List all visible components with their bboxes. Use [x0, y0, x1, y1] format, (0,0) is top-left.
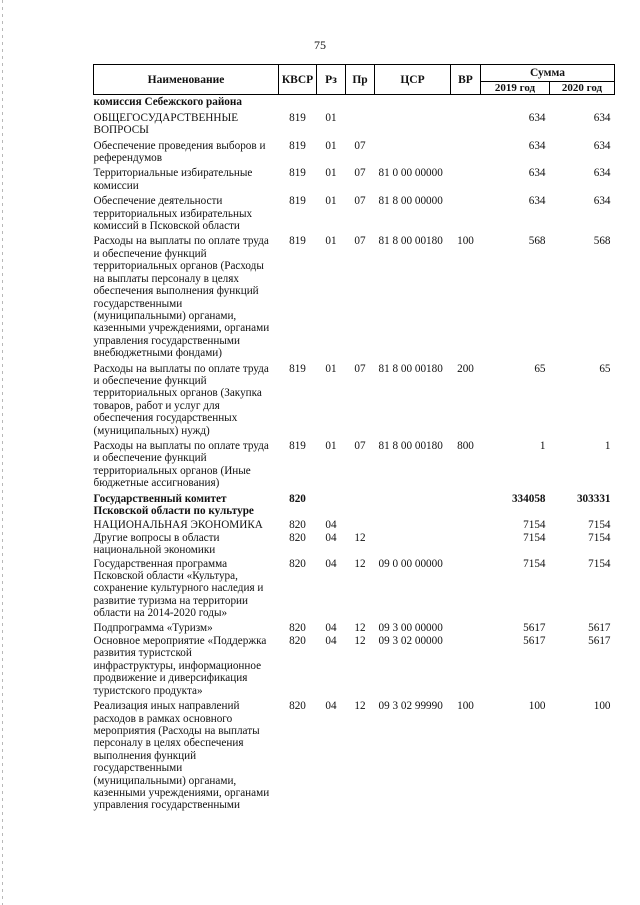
table-header — [94, 65, 615, 95]
row-rz: 01 — [325, 439, 337, 452]
row-vr — [451, 519, 481, 531]
row-sum-2020: 7154 — [588, 519, 611, 532]
row-rz: 04 — [325, 635, 337, 648]
table-row — [94, 95, 615, 111]
row-csr — [375, 95, 451, 111]
row-sum-2019: 568 — [528, 235, 546, 248]
row-kvsr: 820 — [289, 557, 306, 570]
table-row — [94, 519, 615, 531]
row-csr — [375, 111, 451, 139]
row-csr — [375, 519, 451, 531]
row-name: Расходы на выплаты по оплате труда и обеспечение функций территориальных органов (Закупка товаров, работ и услуг для обеспечения государственных (муниципальных) нужд) — [93, 362, 269, 437]
row-sum-2019: 634 — [528, 139, 546, 152]
row-rz — [317, 492, 346, 520]
row-pr: 12 — [354, 621, 366, 634]
row-sum-2020: 634 — [593, 195, 611, 208]
row-sum-2019: 5617 — [523, 635, 546, 648]
table-row — [94, 439, 615, 492]
row-vr — [451, 492, 481, 520]
header-kvsr: КВСР — [279, 65, 317, 95]
row-sum-2020: 634 — [593, 139, 611, 152]
row-sum-2020: 65 — [599, 362, 611, 375]
row-sum-2019: 334058 — [511, 492, 546, 505]
row-kvsr: 819 — [289, 195, 306, 208]
row-sum-2020: 5617 — [588, 621, 611, 634]
row-vr — [451, 95, 481, 111]
row-sum-2020: 634 — [593, 167, 611, 180]
row-sum-2020: 634 — [593, 111, 611, 124]
table-row — [94, 699, 615, 814]
row-pr — [346, 492, 375, 520]
row-csr: 81 8 00 00180 — [378, 235, 443, 248]
row-vr — [451, 139, 481, 167]
row-name: НАЦИОНАЛЬНАЯ ЭКОНОМИКА — [93, 519, 263, 532]
row-kvsr: 819 — [289, 235, 306, 248]
row-sum-2020: 1 — [604, 439, 611, 452]
row-sum-2019: 634 — [528, 111, 546, 124]
row-vr — [451, 532, 481, 557]
row-sum-2020: 100 — [593, 700, 611, 713]
row-rz: 01 — [325, 362, 337, 375]
row-pr: 07 — [354, 167, 366, 180]
row-rz: 04 — [325, 700, 337, 713]
row-rz — [317, 95, 346, 111]
header-year-2020: 2020 год — [550, 82, 615, 95]
header-csr: ЦСР — [375, 65, 451, 95]
row-sum-2019: 7154 — [523, 531, 546, 544]
row-csr: 09 0 00 00000 — [378, 557, 443, 570]
row-sum-2020: 303331 — [576, 492, 611, 505]
row-csr: 81 8 00 00180 — [378, 439, 443, 452]
table-row — [94, 622, 615, 634]
row-pr: 07 — [354, 195, 366, 208]
row-name: ОБЩЕГОСУДАРСТВЕННЫЕ ВОПРОСЫ — [93, 111, 239, 137]
header-name: Наименование — [94, 65, 279, 95]
header-sum: Сумма — [481, 65, 615, 82]
row-kvsr: 820 — [289, 492, 306, 505]
row-kvsr: 820 — [289, 531, 306, 544]
row-kvsr: 819 — [289, 362, 306, 375]
row-sum-2019: 1 — [539, 439, 546, 452]
row-csr: 81 8 00 00000 — [378, 195, 443, 208]
table-row — [94, 166, 615, 194]
row-pr — [346, 95, 375, 111]
row-name: Государственный комитет Псковской области по культуре — [93, 492, 254, 517]
row-csr: 09 3 00 00000 — [378, 621, 443, 634]
row-rz: 01 — [325, 235, 337, 248]
header-vr: ВР — [451, 65, 481, 95]
row-kvsr: 819 — [289, 439, 306, 452]
row-sum-2019 — [481, 95, 550, 111]
table-row — [94, 234, 615, 361]
table-row — [94, 634, 615, 699]
row-name: Основное мероприятие «Поддержка развития туристской инфраструктуры, информационное продвижение и диверсификация туристского продукта» — [93, 635, 267, 697]
header-year-2019: 2019 год — [481, 82, 550, 95]
table-row — [94, 492, 615, 520]
row-vr: 100 — [457, 235, 474, 248]
row-pr: 12 — [354, 557, 366, 570]
table-body — [94, 95, 615, 814]
header-rz: Рз — [317, 65, 346, 95]
row-vr — [451, 557, 481, 622]
row-csr — [375, 532, 451, 557]
row-rz: 01 — [325, 195, 337, 208]
row-vr — [451, 111, 481, 139]
row-kvsr: 820 — [289, 621, 306, 634]
row-pr: 12 — [354, 635, 366, 648]
row-name: Государственная программа Псковской области «Культура, сохранение культурного наследия и развитие туризма на территории области на 2014-2020 годы» — [93, 557, 264, 620]
row-sum-2019: 634 — [528, 195, 546, 208]
row-sum-2019: 7154 — [523, 519, 546, 532]
row-sum-2020: 7154 — [588, 557, 611, 570]
row-sum-2020: 7154 — [588, 531, 611, 544]
row-name: комиссия Себежского района — [93, 96, 242, 109]
row-vr — [451, 166, 481, 194]
table-row — [94, 362, 615, 439]
budget-table — [93, 64, 615, 814]
row-kvsr: 819 — [289, 111, 306, 124]
row-kvsr: 819 — [289, 139, 306, 152]
row-pr: 07 — [354, 235, 366, 248]
row-name: Другие вопросы в области национальной экономики — [93, 531, 220, 557]
row-csr: 09 3 02 99990 — [378, 700, 443, 713]
row-pr — [346, 519, 375, 531]
row-vr — [451, 622, 481, 634]
table-row — [94, 194, 615, 234]
row-sum-2019: 634 — [528, 167, 546, 180]
row-name: Территориальные избирательные комиссии — [93, 167, 253, 192]
table-row — [94, 139, 615, 167]
row-name: Реализация иных направлений расходов в рамках основного мероприятия (Расходы на выплаты персоналу в целях обеспечения выполнения функций государственными (муниципальными) органами, казенными учреждениями, органами управления государственными — [93, 700, 270, 812]
row-sum-2019: 65 — [534, 362, 546, 375]
row-vr: 800 — [457, 439, 474, 452]
row-pr: 07 — [354, 439, 366, 452]
row-vr — [451, 194, 481, 234]
row-vr — [451, 634, 481, 699]
row-csr — [375, 139, 451, 167]
row-name: Расходы на выплаты по оплате труда и обеспечение функций территориальных органов (Расходы на выплаты персоналу в целях обеспечения выполнения функций государственными (муниципальными) органами, казенными учреждениями, органами управления государственными внебюджетными фондами) — [93, 235, 270, 360]
page-edge-dotted-line — [2, 0, 3, 905]
row-sum-2020: 568 — [593, 235, 611, 248]
row-rz: 01 — [325, 139, 337, 152]
row-rz: 04 — [325, 557, 337, 570]
row-name: Подпрограмма «Туризм» — [93, 621, 213, 634]
header-pr: Пр — [346, 65, 375, 95]
row-pr: 12 — [354, 700, 366, 713]
row-csr: 81 8 00 00180 — [378, 362, 443, 375]
row-csr — [375, 492, 451, 520]
row-sum-2019: 100 — [528, 700, 546, 713]
row-vr: 100 — [457, 700, 474, 713]
row-csr: 09 3 02 00000 — [378, 635, 443, 648]
row-kvsr: 819 — [289, 167, 306, 180]
row-name: Расходы на выплаты по оплате труда и обеспечение функций территориальных органов (Иные бюджетные ассигнования) — [93, 439, 269, 490]
row-pr — [346, 111, 375, 139]
row-rz: 01 — [325, 167, 337, 180]
row-rz: 04 — [325, 621, 337, 634]
row-rz: 04 — [325, 519, 337, 532]
row-kvsr: 820 — [289, 635, 306, 648]
row-pr: 07 — [354, 362, 366, 375]
row-kvsr: 820 — [289, 519, 306, 532]
row-rz: 01 — [325, 111, 337, 124]
row-rz: 04 — [325, 531, 337, 544]
row-name: Обеспечение проведения выборов и референдумов — [93, 139, 266, 165]
table-row — [94, 557, 615, 622]
table-row — [94, 111, 615, 139]
table-row — [94, 532, 615, 557]
row-pr: 07 — [354, 139, 366, 152]
row-sum-2020 — [550, 95, 615, 111]
row-sum-2019: 7154 — [523, 557, 546, 570]
row-sum-2019: 5617 — [523, 621, 546, 634]
row-vr: 200 — [457, 362, 474, 375]
row-pr: 12 — [354, 531, 366, 544]
page-number: 75 — [314, 38, 326, 52]
row-name: Обеспечение деятельности территориальных избирательных комиссий в Псковской области — [93, 195, 253, 233]
row-kvsr: 820 — [289, 700, 306, 713]
row-kvsr — [279, 95, 317, 111]
row-sum-2020: 5617 — [588, 635, 611, 648]
row-csr: 81 0 00 00000 — [378, 167, 443, 180]
